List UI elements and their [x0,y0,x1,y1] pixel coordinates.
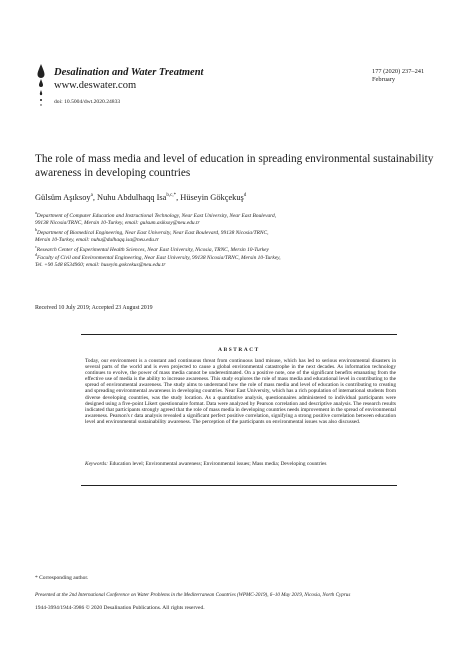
author-name: Gülsüm Aşıksoy [35,193,91,202]
affiliation-line: Tel. +90 548 8534960; email: huseyin.gokcekus@neu.edu.tr [35,262,166,269]
article-title: The role of mass media and level of education in spreading environmental sustainability awareness in developing countries [35,153,434,179]
affiliation-sup: c [35,244,37,249]
abstract-heading: ABSTRACT [218,347,260,353]
conference-note: Presented at the 2nd International Conference on Water Problems in the Mediterranean Countries (WPMC-2019), 6–10 May 2019, Nicosia, North Cyprus [35,592,351,598]
affiliation-line: Research Center of Experimental Health Sciences, Near East University, Nicosia, TRNC, Mersin 10-Turkey [36,246,269,253]
received-dates: Received 10 July 2019; Accepted 23 August 2019 [35,305,153,311]
affiliation-sup: a [35,210,37,215]
affiliation-line: Department of Biomedical Engineering, Near East University, Near East Boulevard, 99138 Nicosia/TRNC, [37,229,269,236]
journal-url[interactable]: www.deswater.com [54,80,137,91]
abstract-text: Today, our environment is a constant and continuous threat from continuous land misuse, which has led to serious environmental disasters in several parts of the world and is even projected to cause a global environmental catastrophe in the next decades. As information technology continues to evolve, the power of mass media cannot be underestimated. On a positive note, one of the significant benefits emanating from the effective use of media is the ability to increase awareness. This study explores the role of mass media and educational level in contributing to the spread of environmental awareness. The study aims to understand how the role of mass media and level of education is contributing to creating and spreading environmental awareness in developing countries. Near East University, which has a rich population of international students from diverse developing countries, was the study location. As a quantitative analysis, questionnaires administered to individual participants were designed using a five-point Likert questionnaire format. Data were analyzed by Pearson correlation and descriptive analysis. The research results indicated that participants strongly agreed that the role of mass media in developing countries needs improvement in the spread of environmental awareness. Pearson's r data analysis revealed a significant perfect positive correlation, signifying a strong positive correlation between education level and environmental sustainability awareness. The perception of the participants on environmental issues was also discussed. [85,358,396,425]
author-list: Gülsüm Aşıksoy$^a$, Nuhu Abdulhaqq Isa$^{b,c,*}$, Hüseyin Gökçekuş$^d$ [35,193,247,202]
affiliation-line: Mersin 10-Turkey, email: nuhu@dulhaqq.isa@neu.edu.tr [35,237,159,244]
water-drops-logo-icon [35,62,47,110]
author-sup: b,c,* [166,193,177,199]
corresponding-author-note: * Corresponding author. [35,575,89,581]
affiliation [35,251,445,270]
keywords [85,461,396,467]
affiliation-sup: d [35,252,37,257]
affiliation-sup: b [35,227,37,232]
doi: doi: 10.5004/dwt.2020.24833 [54,99,121,105]
affiliation [35,226,445,245]
keywords-label: Keywords: [85,461,108,467]
author-sup: a [90,193,93,199]
affiliation-line: Faculty of Civil and Environmental Engineering, Near East University, 99138 Nicosia/TRNC, Mersin 10-Turkey, [37,254,281,261]
author-name: Hüseyin Gökçekuş [180,193,244,202]
affiliation-line: 99138 Nicosia/TRNC, Mersin 10-Turkey, email: gulsum.asiksoy@neu.edu.tr [35,220,200,227]
issue-month: February [372,76,396,83]
issn-copyright: 1944-3994/1944-3986 © 2020 Desalination Publications. All rights reserved. [35,605,205,611]
volume-pages: 177 (2020) 237–241 [372,68,425,75]
affiliation [35,209,445,228]
affiliation-line: Department of Computer Education and Instructional Technology, Near East University, Near East Boulevard, [36,212,277,219]
author-name: Nuhu Abdulhaqq Isa [97,193,167,202]
journal-name: Desalination and Water Treatment [54,67,204,78]
keywords-list: Education level; Environmental awareness; Environmental issues; Mass media; Developing countries [109,461,327,467]
author-sup: d [243,193,247,199]
